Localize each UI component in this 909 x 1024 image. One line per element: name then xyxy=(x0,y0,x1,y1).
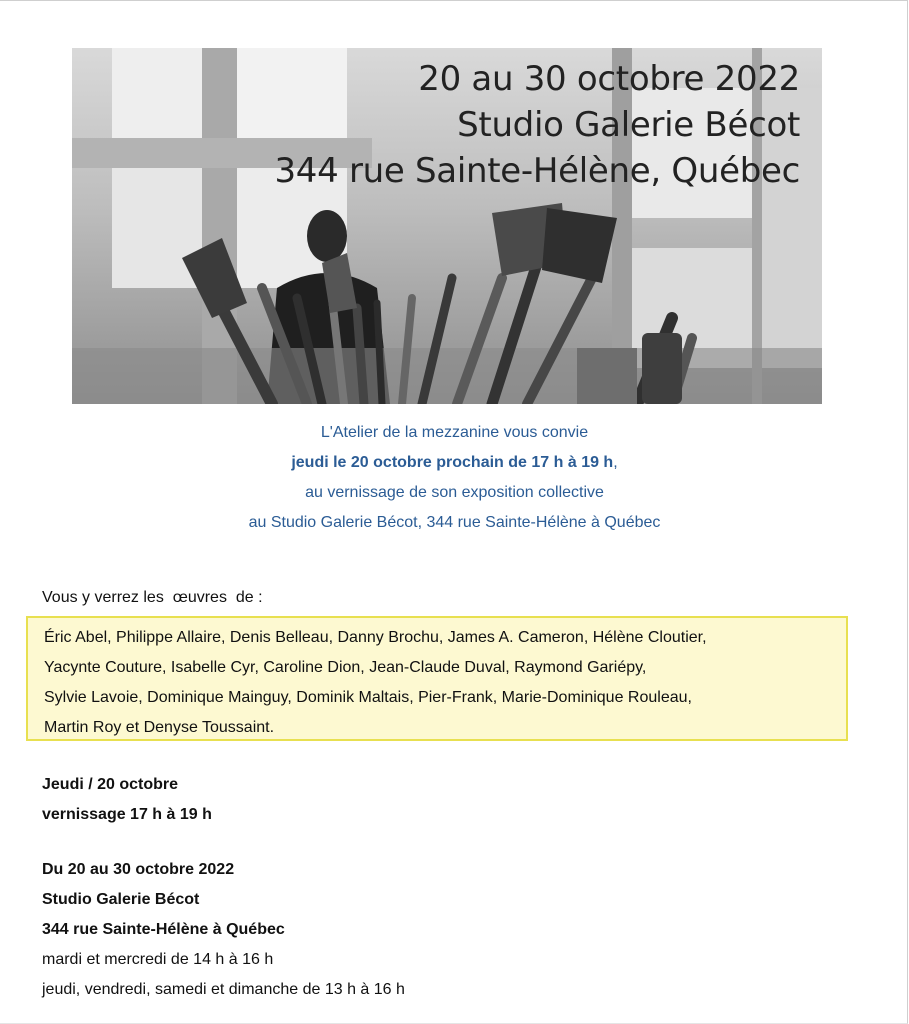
artists-line-3: Sylvie Lavoie, Dominique Mainguy, Dominik Maltais, Pier-Frank, Marie-Dominique Rouleau, xyxy=(44,689,692,706)
invitation-line-3: au vernissage de son exposition collective xyxy=(305,484,604,501)
opening-hours-1: mardi et mercredi de 14 h à 16 h xyxy=(42,951,274,968)
artists-line-4: Martin Roy et Denyse Toussaint. xyxy=(44,719,275,736)
invitation-line-4: au Studio Galerie Bécot, 344 rue Sainte-Hélène à Québec xyxy=(248,514,661,531)
schedule xyxy=(42,770,405,1005)
vernissage-date-time: jeudi le 20 octobre prochain de 17 h à 19 h xyxy=(291,454,614,471)
exhibition-address: 344 rue Sainte-Hélène à Québec xyxy=(42,921,285,938)
vernissage-day: Jeudi / 20 octobre xyxy=(42,776,179,793)
invitation-line-2 xyxy=(0,448,909,478)
artists-line-1: Éric Abel, Philippe Allaire, Denis Belleau, Danny Brochu, James A. Cameron, Hélène Cloutier, xyxy=(44,629,707,646)
invitation-line-2-suffix: , xyxy=(613,454,618,471)
artists-list-box xyxy=(26,616,848,741)
artists-intro: Vous y verrez les œuvres de : xyxy=(42,589,263,606)
banner-venue: Studio Galerie Bécot xyxy=(457,105,800,145)
vernissage-time: vernissage 17 h à 19 h xyxy=(42,806,212,823)
artists-line-2: Yacynte Couture, Isabelle Cyr, Caroline Dion, Jean-Claude Duval, Raymond Gariépy, xyxy=(44,659,647,676)
exhibition-banner xyxy=(72,48,822,404)
banner-dates: 20 au 30 octobre 2022 xyxy=(418,59,800,99)
invitation-line-1: L'Atelier de la mezzanine vous convie xyxy=(320,424,589,441)
opening-hours-2: jeudi, vendredi, samedi et dimanche de 13 h à 16 h xyxy=(42,981,405,998)
exhibition-venue: Studio Galerie Bécot xyxy=(42,891,200,908)
invitation-text xyxy=(0,418,909,538)
exhibition-dates: Du 20 au 30 octobre 2022 xyxy=(42,861,235,878)
banner-address: 344 rue Sainte-Hélène, Québec xyxy=(274,151,800,191)
banner-title xyxy=(274,56,800,194)
